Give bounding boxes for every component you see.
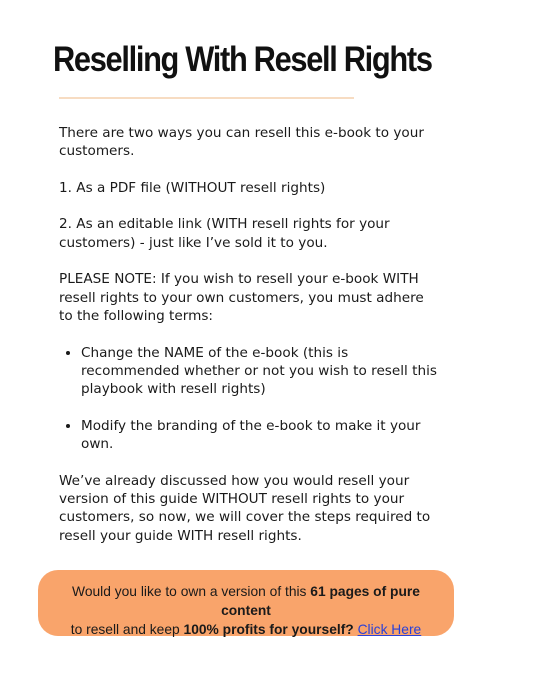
cta-bold-pages: 61 pages of pure content [221, 584, 420, 618]
option-editable-link: 2. As an editable link (WITH resell rights for your customers) - just like I’ve sold it to you. [59, 216, 390, 251]
body-content [59, 124, 439, 563]
closing-paragraph: We’ve already discussed how you would resell your version of this guide WITHOUT resell rights to your customers, so now, we will cover the steps required to resell your guide WITH resell rights. [59, 472, 431, 544]
cta-banner [38, 570, 454, 636]
cta-text-2: to resell and keep [70, 622, 184, 637]
intro-paragraph: There are two ways you can resell this e-book to your customers. [59, 125, 424, 160]
page-title: Reselling With Resell Rights [53, 40, 432, 79]
note-paragraph: PLEASE NOTE: If you wish to resell your e-book WITH resell rights to your own customers, you must adhere to the following terms: [59, 271, 424, 324]
option-pdf: 1. As a PDF file (WITHOUT resell rights) [59, 179, 326, 196]
list-item: • Modify the branding of the e-book to make it your own. [81, 417, 439, 454]
list-item: • Change the NAME of the e-book (this is recommended whether or not you wish to resell this playbook with resell rights) [81, 344, 439, 399]
click-here-link[interactable]: Click Here [357, 622, 422, 637]
cta-bold-profits: 100% profits for yourself? [183, 622, 354, 637]
cta-text-1: Would you like to own a version of this [72, 584, 311, 599]
title-divider [59, 97, 354, 99]
terms-list [59, 344, 439, 454]
